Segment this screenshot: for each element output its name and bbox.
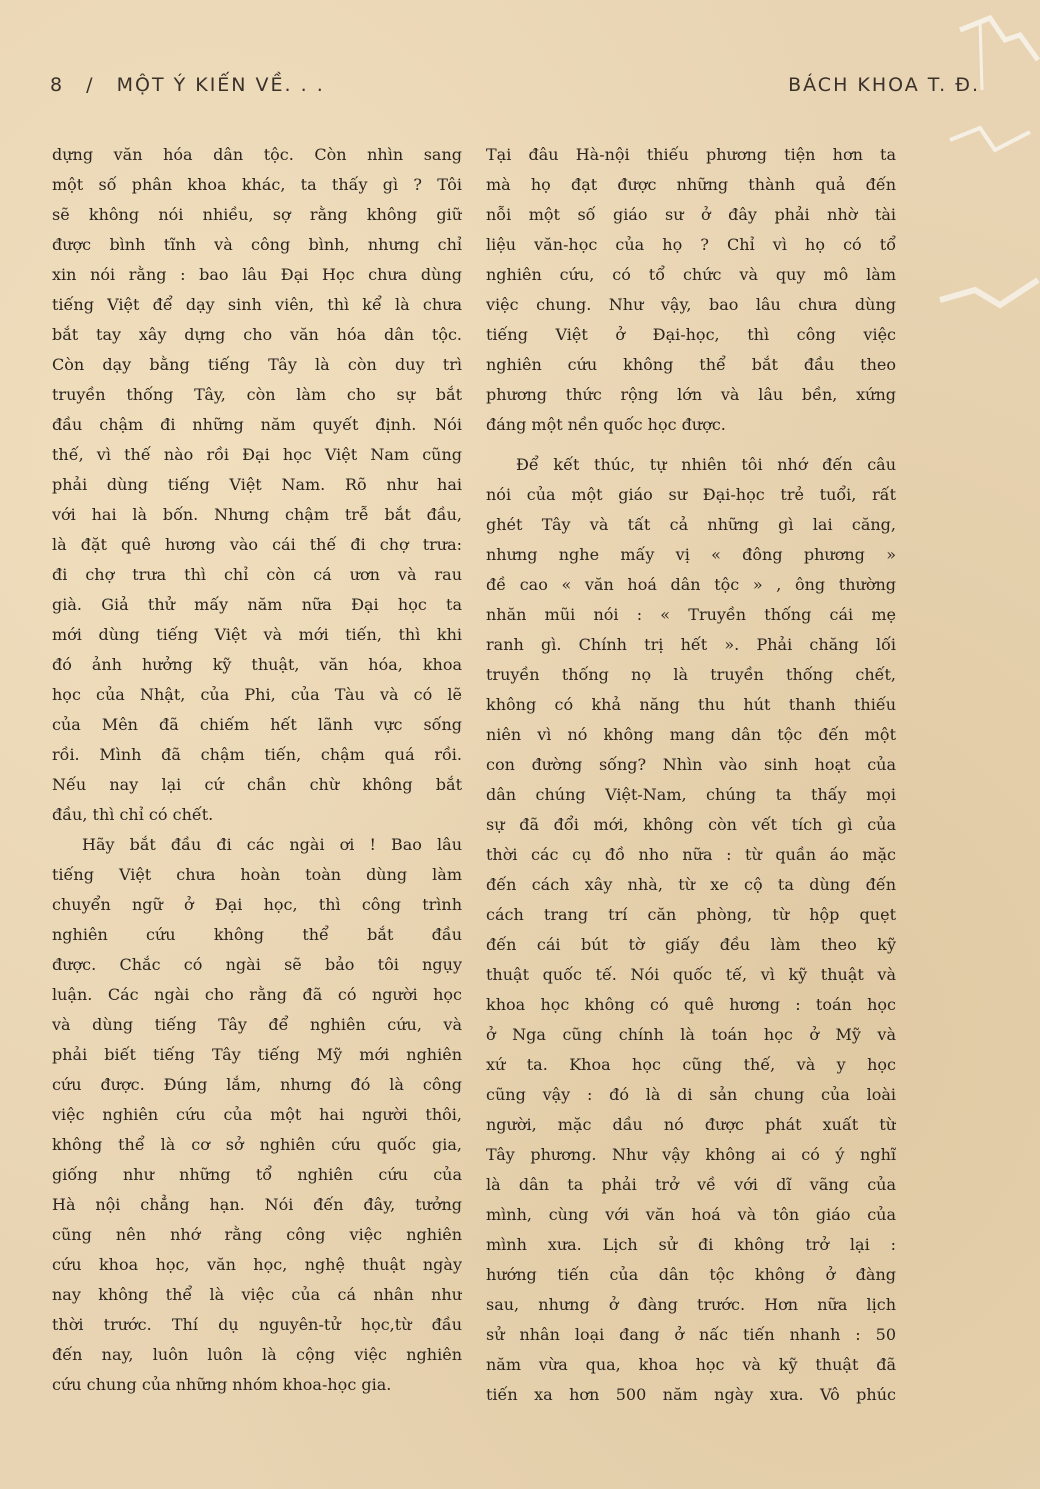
text-line: của Mên đã chiếm hết lãnh vực sống — [52, 715, 462, 734]
text-line: và dùng tiếng Tây để nghiên cứu, và — [52, 1015, 462, 1034]
text-line: Hãy bắt đầu đi các ngài ơi ! Bao lâu — [82, 835, 462, 854]
text-line: già. Giả thử mấy năm nữa Đại học ta — [52, 595, 462, 614]
text-line: nhăn mũi nói : « Truyền thống cái mẹ — [486, 605, 896, 624]
text-line: cứu được. Đúng lắm, nhưng đó là công — [52, 1075, 462, 1094]
text-line: đề cao « văn hoá dân tộc » , ông thường — [486, 575, 896, 594]
text-line: sau, nhưng ở đàng trước. Hơn nữa lịch — [486, 1295, 896, 1314]
text-line: thời trước. Thí dụ nguyên-tử học,từ đầu — [52, 1315, 462, 1334]
text-line: nhưng nghe mấy vị « đông phương » — [486, 545, 896, 564]
text-line: luận. Các ngài cho rằng đã có người học — [52, 985, 462, 1004]
page-number: 8 — [50, 74, 65, 96]
text-line: đầu, thì chỉ có chết. — [52, 805, 214, 824]
text-line: cứu khoa học, văn học, nghệ thuật ngày — [52, 1255, 462, 1274]
text-line: đi chợ trưa thì chỉ còn cá ươn và rau — [52, 565, 462, 584]
text-line: bắt tay xây dựng cho văn hóa dân tộc. — [52, 325, 462, 344]
text-line: xin nói rằng : bao lâu Đại Học chưa dùng — [52, 265, 462, 284]
paper-tear-marks — [920, 0, 1040, 340]
text-line: liệu văn-học của họ ? Chỉ vì họ có tổ — [486, 235, 896, 254]
text-line: đến cách xây nhà, từ xe cộ ta dùng đến — [486, 875, 896, 894]
text-line: ranh gì. Chính trị hết ». Phải chăng lối — [486, 635, 896, 654]
text-line: mới dùng tiếng Việt và mới tiến, thì khi — [52, 625, 462, 644]
text-line: thuật quốc tế. Nói quốc tế, vì kỹ thuật và — [486, 965, 896, 984]
text-line: là dân ta phải trở về với dĩ vãng của — [486, 1175, 896, 1194]
text-line: nghiên cứu không thể bắt đầu theo — [486, 355, 896, 374]
text-line: khoa học không có quê hương : toán học — [486, 995, 896, 1014]
text-line: với hai là bốn. Nhưng chậm trễ bắt đầu, — [52, 505, 462, 524]
text-line: là đặt quê hương vào cái thế đi chợ trưa: — [52, 535, 462, 554]
text-line: một số phân khoa khác, ta thấy gì ? Tôi — [52, 175, 462, 194]
text-line: được. Chắc có ngài sẽ bảo tôi ngụy — [52, 955, 462, 974]
text-line: sẽ không nói nhiều, sợ rằng không giữ — [52, 205, 462, 224]
text-line: Hà nội chẳng hạn. Nói đến đây, tưởng — [52, 1195, 462, 1214]
text-line: người, mặc dầu nó được phát xuất từ — [486, 1115, 896, 1134]
text-line: cũng vậy : đó là di sản chung của loài — [486, 1085, 896, 1104]
header-separator: / — [86, 74, 95, 96]
text-line: dân chúng Việt-Nam, chúng ta thấy mọi — [486, 785, 896, 804]
text-line: cứu chung của những nhóm khoa-học gia. — [52, 1375, 392, 1394]
text-line: phương thức rộng lớn và lâu bền, xứng — [486, 385, 896, 404]
text-line: rồi. Mình đã chậm tiến, chậm quá rồi. — [52, 745, 462, 764]
text-line: Tây phương. Như vậy không ai có ý nghĩ — [486, 1145, 896, 1164]
text-line: học của Nhật, của Phi, của Tàu và có lẽ — [52, 685, 462, 704]
text-line: nghiên cứu, có tổ chức và quy mô làm — [486, 265, 896, 284]
running-title: MỘT Ý KIẾN VỀ. . . — [116, 74, 325, 96]
text-line: Nếu nay lại cứ chần chừ không bắt — [52, 775, 462, 794]
text-line: phải dùng tiếng Việt Nam. Rõ như hai — [52, 475, 462, 494]
text-line: sử nhân loại đang ở nấc tiến nhanh : 50 — [486, 1325, 896, 1344]
paragraph-gap — [486, 440, 896, 450]
text-line: Để kết thúc, tự nhiên tôi nhớ đến câu — [516, 455, 896, 474]
text-line: niên vì nó không mang dân tộc đến một — [486, 725, 896, 744]
text-line: tiếng Việt ở Đại-học, thì công việc — [486, 325, 896, 344]
text-line: thế, vì thế nào rồi Đại học Việt Nam cũng — [52, 445, 462, 464]
text-line: đến cái bút tờ giấy đều làm theo kỹ — [486, 935, 896, 954]
text-line: nay không thể là việc của cá nhân như — [52, 1285, 462, 1304]
text-line: hướng tiến của dân tộc không ở đàng — [486, 1265, 896, 1284]
text-line: năm vừa qua, khoa học và kỹ thuật đã — [486, 1355, 896, 1374]
left-column — [52, 140, 462, 1400]
text-line: đó ảnh hưởng kỹ thuật, văn hóa, khoa — [52, 655, 462, 674]
text-line: ở Nga cũng chính là toán học ở Mỹ và — [486, 1025, 896, 1044]
header-left — [50, 74, 325, 96]
text-line: việc chung. Như vậy, bao lâu chưa dùng — [486, 295, 896, 314]
text-line: nói của một giáo sư Đại-học trẻ tuổi, rất — [486, 485, 896, 504]
text-line: việc nghiên cứu của một hai người thôi, — [52, 1105, 462, 1124]
text-line: sự đã đổi mới, không còn vết tích gì của — [486, 815, 896, 834]
publication-name: BÁCH KHOA T. Đ. — [788, 74, 980, 96]
text-line: con đường sống? Nhìn vào sinh hoạt của — [486, 755, 896, 774]
text-line: cũng nên nhớ rằng công việc nghiên — [52, 1225, 462, 1244]
text-line: đáng một nền quốc học được. — [486, 415, 726, 434]
text-line: được bình tĩnh và công bình, nhưng chỉ — [52, 235, 462, 254]
text-line: thời các cụ đồ nho nữa : từ quần áo mặc — [486, 845, 896, 864]
text-line: nỗi một số giáo sư ở đây phải nhờ tài — [486, 205, 896, 224]
text-line: phải biết tiếng Tây tiếng Mỹ mới nghiên — [52, 1045, 462, 1064]
text-line: mình, cùng với văn hoá và tôn giáo của — [486, 1205, 896, 1224]
text-line: không có khả năng thu hút thanh thiếu — [486, 695, 896, 714]
text-line: đầu chậm đi những năm quyết định. Nói — [52, 415, 462, 434]
text-line: giống như những tổ nghiên cứu của — [52, 1165, 462, 1184]
running-header — [50, 74, 980, 108]
text-line: Còn dạy bằng tiếng Tây là còn duy trì — [52, 355, 462, 374]
text-line: ghét Tây và tất cả những gì lai căng, — [486, 515, 896, 534]
text-line: tiến xa hơn 500 năm ngày xưa. Vô phúc — [486, 1385, 896, 1404]
text-line: Tại đâu Hà-nội thiếu phương tiện hơn ta — [486, 145, 896, 164]
right-column — [486, 140, 896, 1410]
text-line: truyền thống nọ là truyền thống chết, — [486, 665, 896, 684]
text-line: không thể là cơ sở nghiên cứu quốc gia, — [52, 1135, 462, 1154]
text-line: xứ ta. Khoa học cũng thế, và y học — [486, 1055, 896, 1074]
text-line: tiếng Việt để dạy sinh viên, thì kể là chưa — [52, 295, 462, 314]
text-line: nghiên cứu không thể bắt đầu — [52, 925, 462, 944]
text-line: cách trang trí căn phòng, từ hộp quẹt — [486, 905, 896, 924]
text-line: mình xưa. Lịch sử đi không trở lại : — [486, 1235, 896, 1254]
text-line: tiếng Việt chưa hoàn toàn dùng làm — [52, 865, 462, 884]
text-line: dựng văn hóa dân tộc. Còn nhìn sang — [52, 145, 462, 164]
text-line: chuyển ngữ ở Đại học, thì công trình — [52, 895, 462, 914]
text-line: mà họ đạt được những thành quả đến — [486, 175, 896, 194]
text-line: đến nay, luôn luôn là cộng việc nghiên — [52, 1345, 462, 1364]
text-line: truyền thống Tây, còn làm cho sự bắt — [52, 385, 462, 404]
